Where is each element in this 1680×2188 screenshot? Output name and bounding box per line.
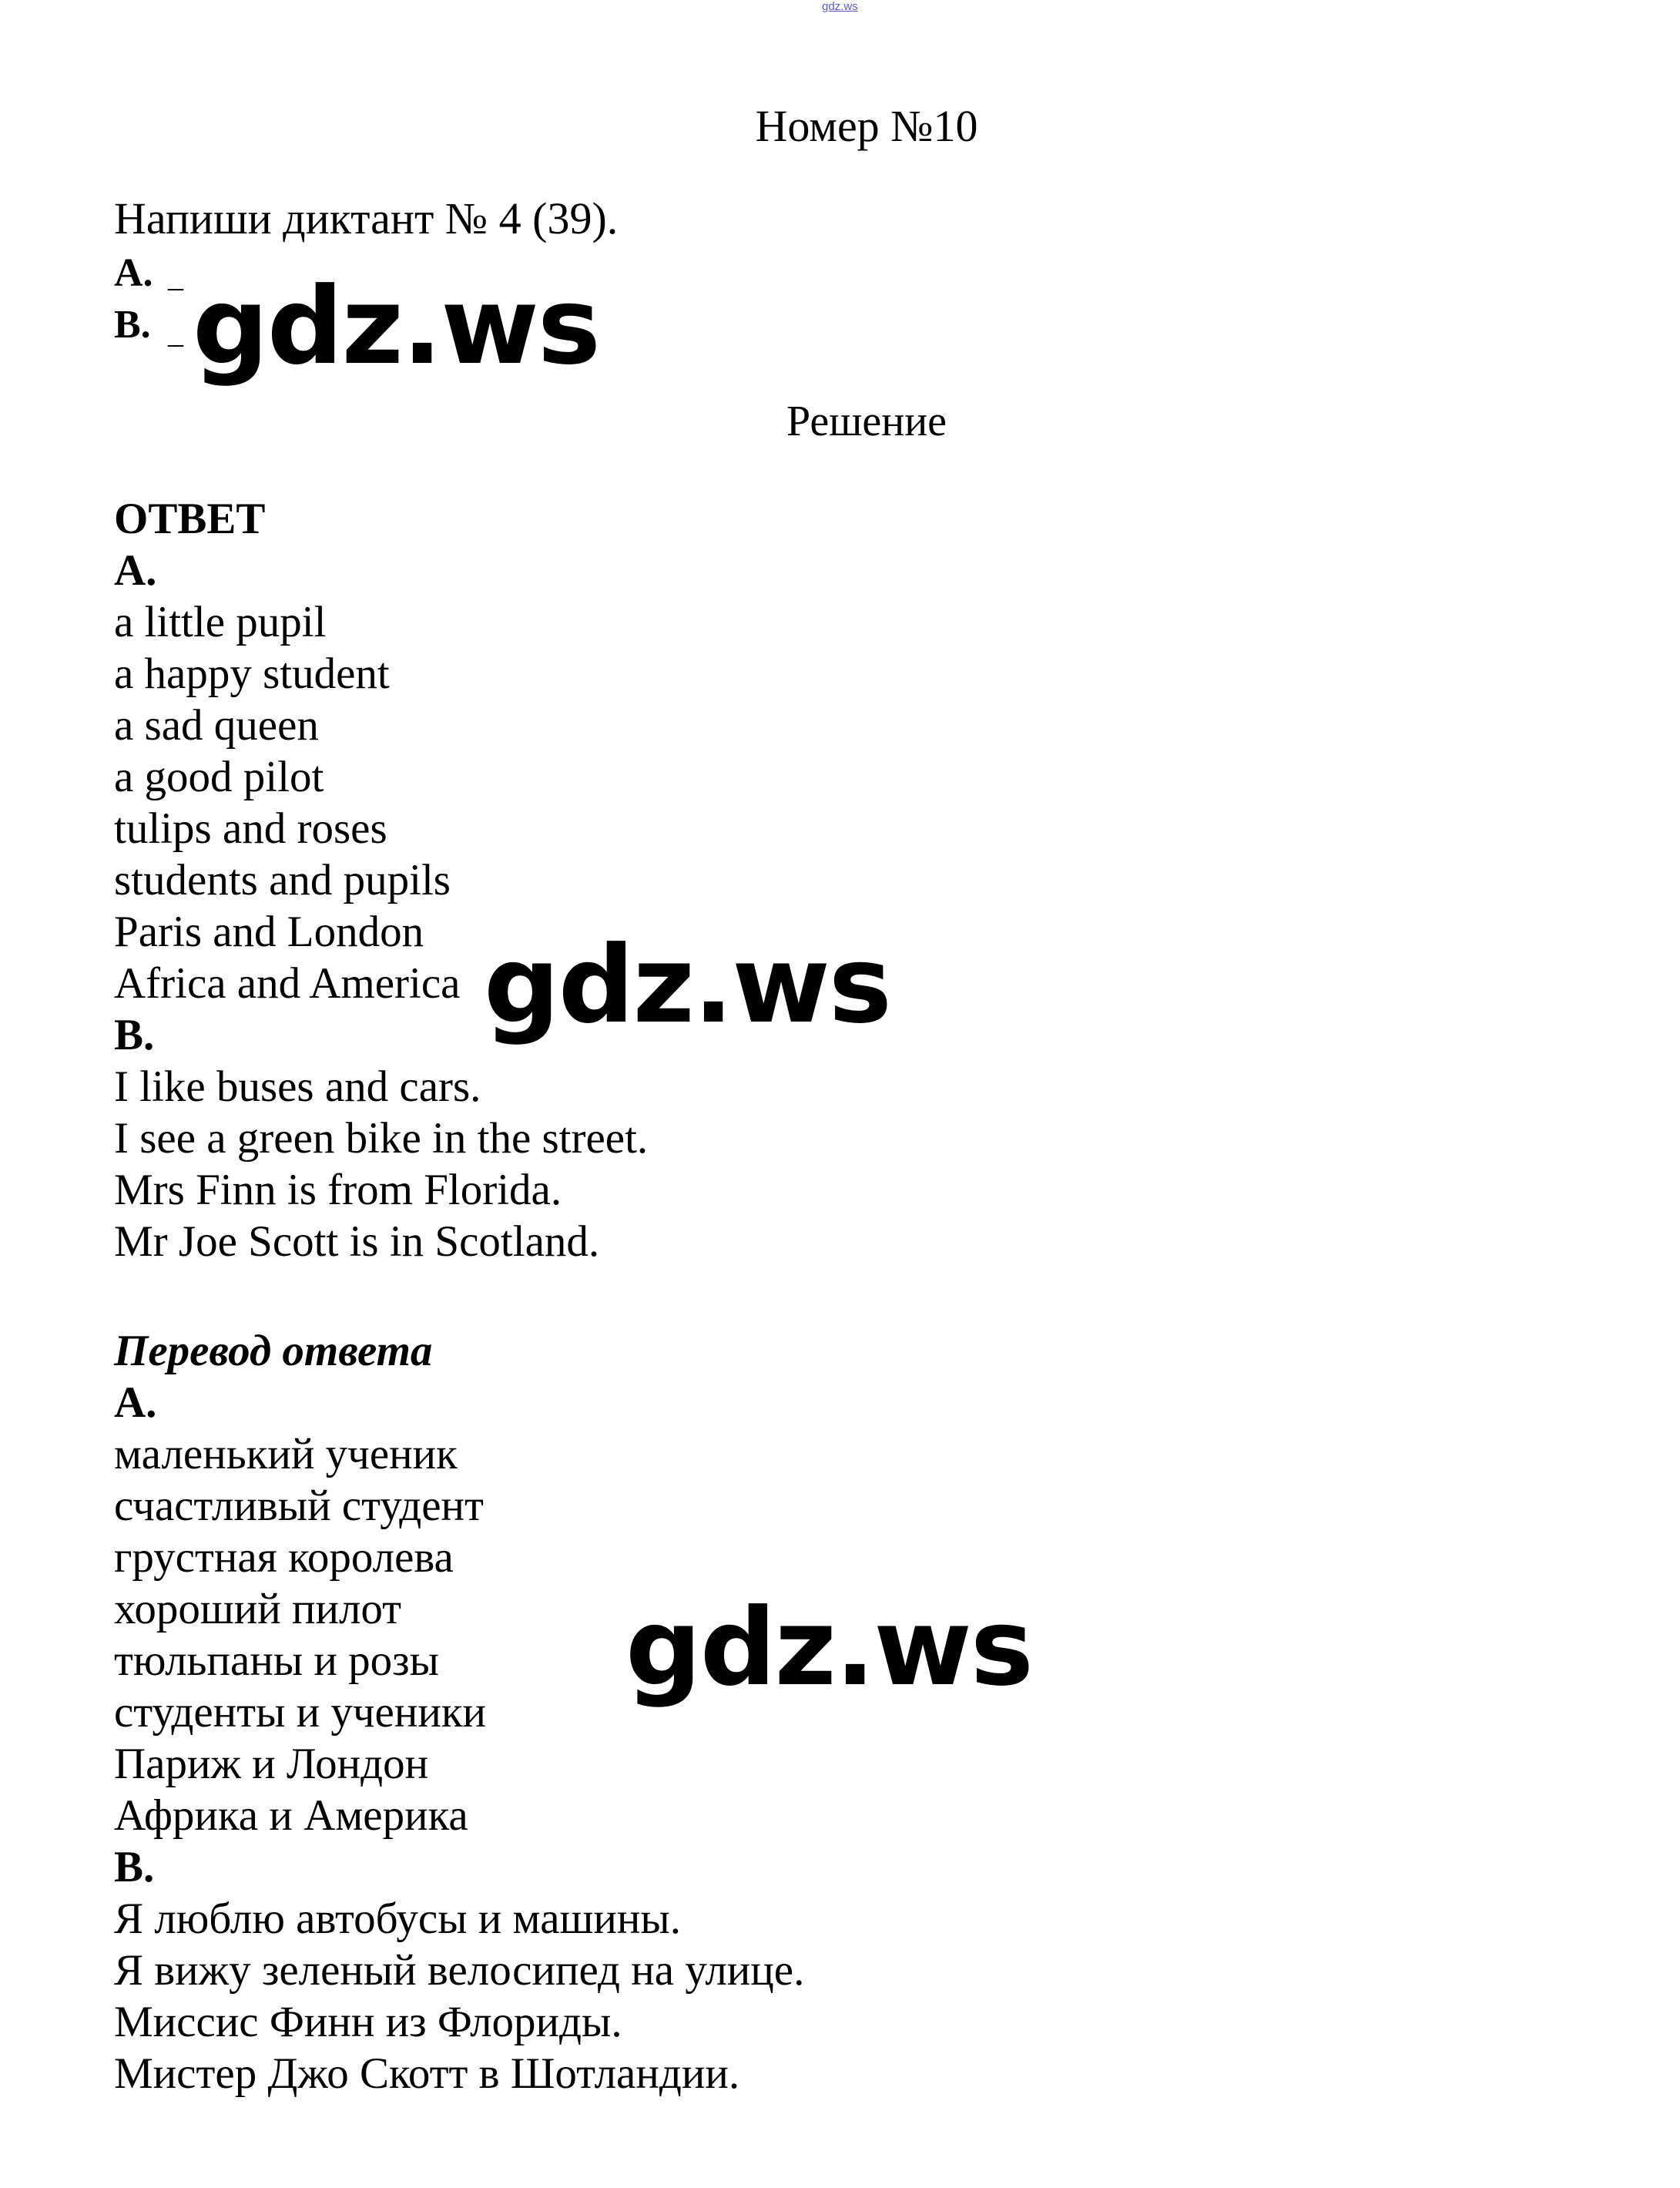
site-header-link[interactable]: gdz.ws xyxy=(822,0,858,13)
answer-part-a-label: A. xyxy=(114,546,157,595)
answer-sentence: I like buses and cars. xyxy=(114,1062,481,1111)
answer-item: tulips and roses xyxy=(114,804,387,853)
answer-sentence: Mr Joe Scott is in Scotland. xyxy=(114,1217,600,1266)
answer-item: students and pupils xyxy=(114,856,451,904)
answer-part-b-label: B. xyxy=(114,1011,155,1059)
answer-sentence: Mrs Finn is from Florida. xyxy=(114,1166,562,1214)
answer-item: Paris and London xyxy=(114,908,424,956)
translation-item: Африка и Америка xyxy=(114,1791,468,1840)
watermark: gdz.ws xyxy=(625,1586,1032,1710)
answer-sentence: I see a green bike in the street. xyxy=(114,1114,649,1163)
answer-item: a sad queen xyxy=(114,701,319,750)
translation-sentence: Я вижу зеленый велосипед на улице. xyxy=(114,1946,805,1995)
task-part-a-blank: _ xyxy=(168,259,183,294)
translation-item: счастливый студент xyxy=(114,1482,484,1530)
translation-item: тюльпаны и розы xyxy=(114,1636,439,1685)
page-title: Номер №10 xyxy=(755,101,978,151)
task-part-b-blank: _ xyxy=(168,315,183,350)
translation-item: Париж и Лондон xyxy=(114,1740,429,1788)
watermark: gdz.ws xyxy=(193,264,599,388)
translation-item: маленький ученик xyxy=(114,1430,458,1478)
task-part-b-label: B. xyxy=(114,303,151,347)
solution-heading: Решение xyxy=(786,398,947,445)
task-part-a-label: A. xyxy=(114,251,153,295)
watermark: gdz.ws xyxy=(484,923,890,1047)
answer-item: a little pupil xyxy=(114,598,327,646)
answer-item: Africa and America xyxy=(114,959,461,1008)
task-text: Напиши диктант № 4 (39). xyxy=(114,193,619,243)
translation-sentence: Я люблю автобусы и машины. xyxy=(114,1894,681,1943)
translation-sentence: Миссис Финн из Флориды. xyxy=(114,1998,622,2046)
translation-item: студенты и ученики xyxy=(114,1688,487,1737)
answer-item: a good pilot xyxy=(114,753,324,801)
answer-heading: ОТВЕТ xyxy=(114,495,266,543)
translation-part-b-label: B. xyxy=(114,1843,155,1891)
translation-item: грустная королева xyxy=(114,1533,454,1582)
answer-item: a happy student xyxy=(114,649,390,698)
answer-section xyxy=(114,493,648,1267)
translation-section xyxy=(114,1325,804,2099)
translation-item: хороший пилот xyxy=(114,1585,402,1633)
translation-sentence: Мистер Джо Скотт в Шотландии. xyxy=(114,2049,740,2098)
translation-part-a-label: A. xyxy=(114,1378,157,1427)
translation-heading: Перевод ответа xyxy=(114,1327,433,1375)
